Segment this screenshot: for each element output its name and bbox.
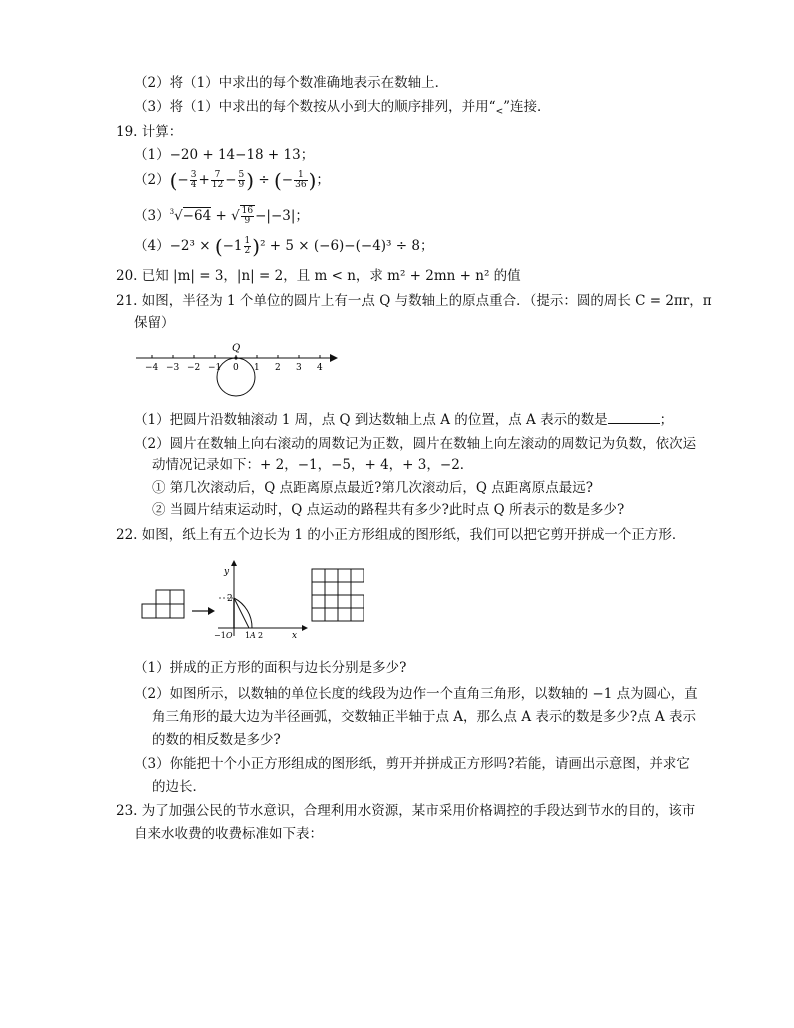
axis-arrow <box>330 354 338 362</box>
mixed-number-int: −1 <box>222 238 243 254</box>
grid-cell <box>351 608 364 621</box>
point-q-label: Q <box>232 343 241 354</box>
q19-part4-label: （4）−2³ × <box>134 238 211 254</box>
grid-cell <box>312 608 325 621</box>
arrow-icon <box>208 607 215 615</box>
fraction: $\frac{7}{12}$ <box>211 170 224 190</box>
triangle-hypotenuse <box>234 598 249 628</box>
fraction: $\frac{3}{4}$ <box>190 170 197 190</box>
q21-part2-item1: ① 第几次滚动后，Q 点距离原点最近?第几次滚动后，Q 点距离原点最远? <box>152 480 593 496</box>
grid-cell <box>338 582 351 595</box>
q19-part1: （1）−20 + 14−18 + 13； <box>134 147 315 163</box>
origin-label: O <box>226 631 233 640</box>
q20-text: 20. 已知 |m| = 3，|n| = 2，且 m < n，求 m² + 2mn + n² 的值 <box>116 268 521 284</box>
axis-tick-label: −2 <box>187 363 201 373</box>
fraction: $\frac{16}{9}$ <box>241 206 254 226</box>
five-square-shape <box>142 590 184 618</box>
q19-part4-end: ² + 5 × (−6)−(−4)³ ÷ 8； <box>260 238 434 254</box>
grid-cell <box>312 582 325 595</box>
tick-2x-label: 2 <box>258 631 264 640</box>
grid-cell <box>312 595 325 608</box>
grid-cell <box>351 595 364 608</box>
q19-part3: $(3)^3√-64$ + √ $\frac{16}{9}$ −|−3|； <box>134 206 309 226</box>
axis-tick-label: −3 <box>166 363 180 373</box>
q23-line1: 23. 为了加强公民的节水意识，合理利用水资源，某市采用价格调控的手段达到节水的目的，该市 <box>116 803 696 819</box>
q19-part3-end: −|−3|； <box>255 208 309 224</box>
q19-title: 19. 计算： <box>116 124 183 140</box>
q21-part2-line2: 动情况记录如下：+ 2，−1，−5，+ 4，+ 3，−2． <box>152 457 474 473</box>
q22-part2-line3: 的数的相反数是多少? <box>152 732 281 748</box>
axis-tick-label: −1 <box>208 363 222 373</box>
grid-cell <box>338 569 351 582</box>
q19-part2-label: （2） <box>134 172 170 188</box>
q21-part1 <box>134 410 673 430</box>
q21-part2-item2: ② 当圆片结束运动时，Q 点运动的路程共有多少?此时点 Q 所表示的数是多少? <box>152 502 625 518</box>
q21-part1-end: ； <box>659 412 674 428</box>
axis-tick-label: 1 <box>254 363 260 373</box>
q22-part1: （1）拼成的正方形的面积与边长分别是多少? <box>134 660 407 676</box>
q21-number-line-figure <box>132 338 342 402</box>
q23-line2: 自来水收费的收费标准如下表： <box>134 826 323 842</box>
axis-tick-label: 3 <box>296 363 302 373</box>
y-axis-arrow <box>231 560 237 566</box>
x-label: x <box>292 631 298 640</box>
q19-part2: （2）(− $\frac{3}{4}$ + $\frac{7}{12}$ − $\frac{5}{9}$ ) ÷ (− $\frac{1}{36}$ )； <box>134 168 330 193</box>
grid-cell <box>338 608 351 621</box>
grid-cell <box>325 569 338 582</box>
q18-part2: （2）将（1）中求出的每个数准确地表示在数轴上． <box>134 75 449 91</box>
axis-tick-label: 2 <box>275 363 281 373</box>
point-q <box>234 356 237 359</box>
q18-part3 <box>134 97 551 122</box>
tick-minus1-label: −1 <box>214 631 226 640</box>
q19-part3-label: （3） <box>134 208 170 224</box>
target-square-grid <box>312 569 364 621</box>
q18-part3-text: （3）将（1）中求出的每个数按从小到大的顺序排列，并用“ <box>134 99 496 115</box>
y-label: y <box>224 567 230 577</box>
grid-cell <box>351 569 364 582</box>
x-axis-arrow <box>302 625 308 631</box>
fraction: $\frac{5}{9}$ <box>238 170 245 190</box>
q21-part2-line1: （2）圆片在数轴上向右滚动的周数记为正数，圆片在数轴上向左滚动的周数记为负数，依次运 <box>134 436 697 452</box>
less-than-symbol: < <box>495 107 504 117</box>
q22-figure <box>134 558 364 640</box>
answer-blank[interactable] <box>608 410 660 424</box>
cube-root-radicand: −64 <box>182 208 212 224</box>
q22-part3-line2: 的边长． <box>152 779 206 795</box>
q21-line2: 保留） <box>134 315 175 331</box>
fraction: $\frac{1}{36}$ <box>295 170 307 190</box>
q22-line1: 22. 如图，纸上有五个边长为 1 的小正方形组成的图形纸，我们可以把它剪开拼成一个正方形． <box>116 527 686 543</box>
q19-part4: （4）−2³ × (−1 $\frac{1}{2}$ )² + 5 × (−6)−(−4)³ ÷ 8； <box>134 234 434 259</box>
grid-cell <box>312 569 325 582</box>
axis-tick-label: −4 <box>145 363 159 373</box>
q18-part3-end: ”连接． <box>503 99 551 115</box>
q22-part2-line2: 角三角形的最大边为半径画弧，交数轴正半轴于点 A，那么点 A 表示的数是多少?点 A 表示 <box>152 709 696 725</box>
axis-tick-label: 0 <box>233 363 239 373</box>
tick-1-label: 1 <box>245 631 251 640</box>
tick-2-label: 2 <box>227 594 233 604</box>
grid-cell <box>325 608 338 621</box>
fraction: $\frac{1}{2}$ <box>244 236 251 256</box>
axis-tick-label: 4 <box>317 363 323 373</box>
q21-part1-text: （1）把圆片沿数轴滚动 1 周，点 Q 到达数轴上点 A 的位置，点 A 表示的数是 <box>134 412 608 428</box>
grid-cell <box>325 595 338 608</box>
point-a-label: A <box>250 631 256 640</box>
grid-cell <box>338 595 351 608</box>
q22-part3-line1: （3）你能把十个小正方形组成的图形纸，剪开并拼成正方形吗?若能，请画出示意图，并求它 <box>134 756 690 772</box>
q21-line1: 21. 如图，半径为 1 个单位的圆片上有一点 Q 与数轴上的原点重合．（提示：圆的周长 C = 2πr，π <box>116 293 712 309</box>
q22-part2-line1: （2）如图所示，以数轴的单位长度的线段为边作一个直角三角形，以数轴的 −1 点为圆心，直 <box>134 686 698 702</box>
grid-cell <box>325 582 338 595</box>
